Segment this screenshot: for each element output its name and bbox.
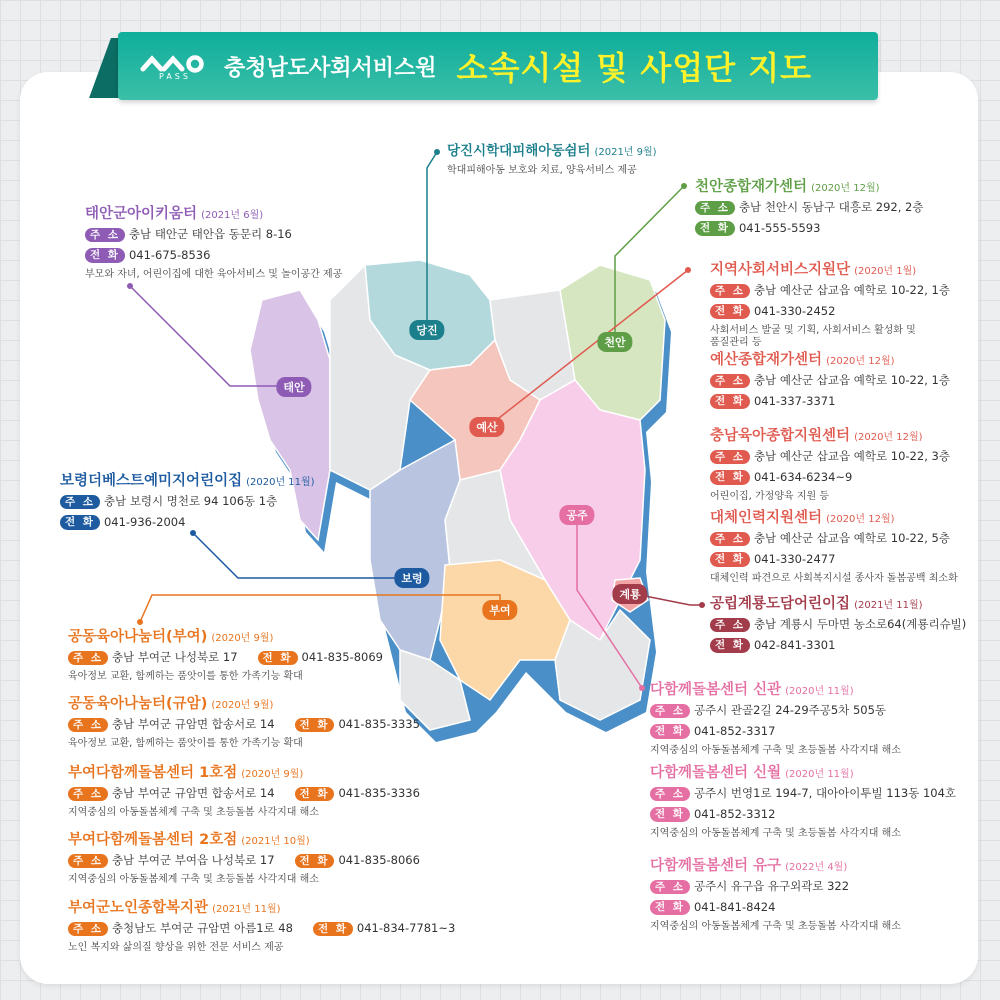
- facility-description: 지역중심의 아동돌봄체계 구축 및 초등돌봄 사각지대 해소: [650, 744, 901, 756]
- region-label[interactable]: 태안: [276, 377, 311, 397]
- contact-row: [68, 787, 420, 802]
- phone-row: [85, 248, 342, 263]
- facility-description: 지역중심의 아동돌봄체계 구축 및 초등돌봄 사각지대 해소: [650, 920, 901, 932]
- contact-row: [68, 718, 420, 733]
- phone-badge: 전 화: [650, 900, 690, 915]
- facility-title: [68, 766, 420, 781]
- facility-description: 어린이집, 가정양육 지원 등: [710, 490, 829, 502]
- facility-entry: [710, 597, 966, 653]
- address-badge: 주 소: [650, 704, 690, 719]
- address-badge: 주 소: [68, 651, 108, 666]
- phone-row: [60, 515, 315, 530]
- phone-value: 041-835-3335: [338, 717, 420, 731]
- address-value: 충남 예산군 삽교읍 예학로 10-22, 3층: [753, 449, 950, 463]
- facility-name: 부여다함께돌봄센터 2호점: [68, 832, 238, 848]
- facility-title: [68, 833, 420, 848]
- facility-name: 다함께돌봄센터 유구: [650, 858, 782, 874]
- facility-entry: [68, 766, 420, 820]
- phone-row: [710, 638, 966, 653]
- address-row: [85, 228, 342, 243]
- address-value: 충남 부여군 부여읍 나성북로 17: [111, 853, 275, 867]
- phone-badge: 전 화: [710, 394, 750, 409]
- facility-name: 공동육아나눔터(부여): [68, 629, 208, 645]
- facility-name: 태안군아이키움터: [85, 206, 198, 222]
- facility-title: [68, 697, 420, 712]
- phone-badge: 전 화: [313, 922, 353, 937]
- facility-name: 천안종합재가센터: [695, 179, 808, 195]
- facility-description: 지역중심의 아동돌봄체계 구축 및 초등돌봄 사각지대 해소: [650, 827, 901, 839]
- phone-value: 041-834-7781~3: [356, 921, 456, 935]
- phone-row: [650, 724, 901, 739]
- address-badge: 주 소: [68, 922, 108, 937]
- facility-title: [68, 901, 455, 916]
- contact-row: [68, 651, 383, 666]
- phone-value: 041-936-2004: [103, 514, 186, 529]
- facility-title: [710, 597, 966, 612]
- facility-open-date: (2020년 9월): [211, 633, 274, 644]
- phone-badge: 전 화: [650, 807, 690, 822]
- address-value: 충남 부여군 규암면 합송서로 14: [111, 717, 275, 731]
- facility-title: [650, 683, 901, 698]
- facility-name: 다함께돌봄센터 신월: [650, 765, 782, 781]
- address-row: [650, 880, 901, 895]
- facility-entry: [650, 766, 956, 840]
- phone-value: 041-835-3336: [338, 786, 420, 800]
- facility-name: 예산종합재가센터: [710, 352, 823, 368]
- phone-badge: 전 화: [650, 724, 690, 739]
- region-label[interactable]: 예산: [469, 417, 504, 437]
- phone-value: 041-675-8536: [128, 247, 211, 262]
- phone-row: [695, 221, 923, 236]
- page-title: 소속시설 및 사업단 지도: [456, 49, 813, 87]
- facility-title: [650, 859, 901, 874]
- address-value: 충남 보령시 명천로 94 106동 1층: [103, 494, 278, 508]
- address-row: [695, 201, 923, 216]
- phone-row: [710, 470, 950, 485]
- phone-row: [650, 900, 901, 915]
- facility-description: 부모와 자녀, 어린이집에 대한 육아서비스 및 놀이공간 제공: [85, 268, 343, 280]
- address-badge: 주 소: [710, 450, 750, 465]
- facility-description: 사회서비스 발굴 및 기획, 사회서비스 활성화 및 품질관리 등: [710, 324, 916, 348]
- facility-open-date: (2020년 11월): [785, 686, 854, 697]
- phone-badge: 전 화: [695, 221, 735, 236]
- facility-open-date: (2020년 12월): [811, 183, 880, 194]
- phone-badge: 전 화: [295, 718, 335, 733]
- facility-name: 충남육아종합지원센터: [710, 428, 851, 444]
- phone-value: 041-852-3317: [693, 723, 776, 738]
- facility-title: [85, 207, 342, 222]
- facility-entry: [710, 263, 950, 350]
- facility-description: 지역중심의 아동돌봄체계 구축 및 초등돌봄 사각지대 해소: [68, 807, 319, 818]
- address-badge: 주 소: [68, 718, 108, 733]
- facility-name: 다함께돌봄센터 신관: [650, 682, 782, 698]
- logo-text: PASS: [159, 72, 191, 81]
- phone-badge: 전 화: [710, 470, 750, 485]
- phone-badge: 전 화: [85, 248, 125, 263]
- facility-title: [68, 630, 383, 645]
- facility-name: 대체인력지원센터: [710, 510, 823, 526]
- facility-name: 보령더베스트예미지어린이집: [60, 473, 243, 489]
- phone-row: [710, 394, 950, 409]
- phone-row: [710, 304, 950, 319]
- facility-title: [710, 263, 950, 278]
- phone-value: 041-330-2477: [753, 551, 836, 566]
- facility-open-date: (2020년 1월): [854, 266, 917, 277]
- facility-open-date: (2020년 12월): [826, 356, 895, 367]
- phone-value: 042-841-3301: [753, 637, 836, 652]
- facility-entry: [710, 429, 950, 503]
- address-badge: 주 소: [650, 787, 690, 802]
- facility-name: 지역사회서비스지원단: [710, 262, 851, 278]
- facility-entry: [60, 474, 315, 530]
- address-badge: 주 소: [85, 228, 125, 243]
- address-badge: 주 소: [695, 201, 735, 216]
- facility-description: 학대피해아동 보호와 치료, 양육서비스 제공: [447, 164, 637, 176]
- facility-description: 지역중심의 아동돌봄체계 구축 및 초등돌봄 사각지대 해소: [68, 874, 319, 885]
- facility-title: [695, 180, 923, 195]
- phone-badge: 전 화: [258, 651, 298, 666]
- facility-entry: [85, 207, 342, 281]
- phone-value: 041-330-2452: [753, 303, 836, 318]
- phone-badge: 전 화: [710, 552, 750, 567]
- phone-badge: 전 화: [295, 787, 335, 802]
- facility-description: 대체인력 파견으로 사회복지시설 종사자 돌봄공백 최소화: [710, 572, 958, 584]
- facility-open-date: (2020년 9월): [241, 769, 304, 780]
- address-value: 충남 부여군 규암면 합송서로 14: [111, 786, 275, 800]
- facility-description: 노인 복지와 삶의질 향상을 위한 전문 서비스 제공: [68, 942, 284, 953]
- region-label[interactable]: 당진: [409, 320, 444, 340]
- region-label[interactable]: 공주: [559, 505, 594, 525]
- address-row: [650, 787, 956, 802]
- address-value: 공주시 유구읍 유구외곽로 322: [693, 879, 850, 893]
- address-row: [650, 704, 901, 719]
- address-row: [710, 618, 966, 633]
- phone-row: [650, 807, 956, 822]
- facility-description: 육아정보 교환, 함께하는 품앗이를 통한 가족기능 확대: [68, 738, 303, 749]
- facility-title: [60, 474, 315, 489]
- facility-open-date: (2020년 12월): [854, 432, 923, 443]
- region-label[interactable]: 천안: [597, 332, 632, 352]
- facility-open-date: (2021년 10월): [241, 836, 310, 847]
- facility-open-date: (2021년 6월): [201, 210, 264, 221]
- facility-open-date: (2020년 11월): [785, 769, 854, 780]
- facility-title: [710, 429, 950, 444]
- facility-name: 부여다함께돌봄센터 1호점: [68, 765, 238, 781]
- phone-badge: 전 화: [710, 638, 750, 653]
- region-label[interactable]: 부여: [482, 600, 517, 620]
- address-value: 충남 예산군 삽교읍 예학로 10-22, 1층: [753, 283, 950, 297]
- address-value: 충남 부여군 나성북로 17: [111, 650, 238, 664]
- address-row: [710, 284, 950, 299]
- phone-value: 041-835-8069: [301, 650, 383, 664]
- address-badge: 주 소: [710, 284, 750, 299]
- phone-badge: 전 화: [60, 515, 100, 530]
- address-row: [710, 532, 958, 547]
- address-badge: 주 소: [710, 532, 750, 547]
- facility-name: 공동육아나눔터(규암): [68, 696, 208, 712]
- address-value: 충남 예산군 삽교읍 예학로 10-22, 1층: [753, 373, 950, 387]
- address-value: 충남 태안군 태안읍 동문리 8-16: [128, 227, 292, 241]
- facility-open-date: (2021년 9월): [594, 147, 657, 158]
- address-value: 충남 예산군 삽교읍 예학로 10-22, 5층: [753, 531, 950, 545]
- phone-row: [710, 552, 958, 567]
- phone-value: 041-555-5593: [738, 220, 821, 235]
- facility-open-date: (2021년 11월): [854, 600, 923, 611]
- facility-name: 당진시학대피해아동쉼터: [447, 143, 591, 159]
- facility-open-date: (2020년 11월): [246, 477, 315, 488]
- address-value: 충남 천안시 동남구 대흥로 292, 2층: [738, 200, 924, 214]
- facility-entry: [68, 697, 420, 751]
- facility-name: 부여군노인종합복지관: [68, 900, 209, 916]
- address-row: [60, 495, 315, 510]
- facility-open-date: (2021년 11월): [212, 904, 281, 915]
- phone-value: 041-841-8424: [693, 899, 776, 914]
- facility-open-date: (2020년 12월): [826, 514, 895, 525]
- region-label[interactable]: 계룡: [612, 584, 647, 604]
- facility-name: 공립계룡도담어린이집: [710, 596, 851, 612]
- facility-description: 육아정보 교환, 함께하는 품앗이를 통한 가족기능 확대: [68, 671, 303, 682]
- facility-entry: [710, 353, 950, 409]
- contact-row: [68, 922, 455, 937]
- phone-value: 041-852-3312: [693, 806, 776, 821]
- address-row: [710, 450, 950, 465]
- facility-title: [650, 766, 956, 781]
- facility-entry: [447, 145, 657, 177]
- contact-row: [68, 854, 420, 869]
- facility-entry: [695, 180, 923, 236]
- region-label[interactable]: 보령: [394, 568, 429, 588]
- facility-entry: [68, 833, 420, 887]
- address-value: 충청남도 부여군 규암면 아름1로 48: [111, 921, 293, 935]
- address-badge: 주 소: [650, 880, 690, 895]
- facility-entry: [68, 901, 455, 955]
- address-value: 공주시 관골2길 24-29주공5차 505동: [693, 703, 887, 717]
- phone-badge: 전 화: [710, 304, 750, 319]
- facility-entry: [68, 630, 383, 684]
- facility-open-date: (2020년 9월): [211, 700, 274, 711]
- phone-badge: 전 화: [295, 854, 335, 869]
- facility-title: [710, 353, 950, 368]
- address-badge: 주 소: [68, 787, 108, 802]
- facility-open-date: (2022년 4월): [785, 862, 848, 873]
- phone-value: 041-337-3371: [753, 393, 836, 408]
- address-value: 충남 계룡시 두마면 농소로64(계룡리슈빌): [753, 617, 967, 631]
- address-badge: 주 소: [60, 495, 100, 510]
- facility-entry: [650, 683, 901, 757]
- facility-title: [447, 145, 657, 159]
- address-badge: 주 소: [710, 374, 750, 389]
- facility-title: [710, 511, 958, 526]
- address-value: 공주시 번영1로 194-7, 대아아이투빌 113동 104호: [693, 786, 957, 800]
- organization-name: 충청남도사회서비스원: [224, 55, 437, 81]
- facility-entry: [710, 511, 958, 585]
- address-badge: 주 소: [710, 618, 750, 633]
- phone-value: 041-634-6234~9: [753, 469, 853, 484]
- phone-value: 041-835-8066: [338, 853, 420, 867]
- address-row: [710, 374, 950, 389]
- address-badge: 주 소: [68, 854, 108, 869]
- facility-entry: [650, 859, 901, 933]
